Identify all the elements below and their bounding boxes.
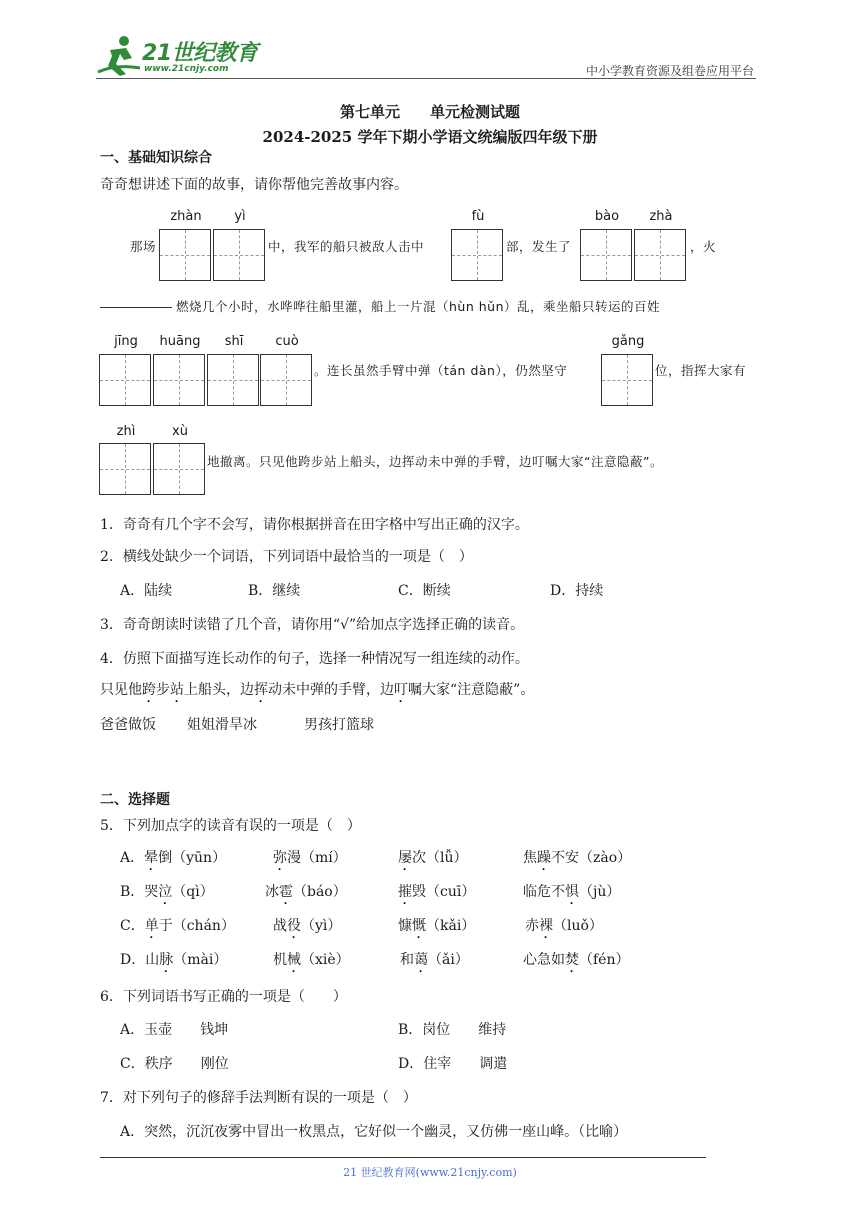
story-text: 那场 [130,239,157,254]
writing-box[interactable] [580,229,632,281]
option-b[interactable]: B．继续 [248,583,301,599]
blank-line[interactable] [100,296,172,312]
story-text: ，火 [690,239,717,254]
scenario-option[interactable]: 男孩打篮球 [304,717,374,733]
q5-word: 心急如焚（fén） [523,952,630,968]
page-title: 第七单元 单元检测试题 [339,103,520,121]
story-text: 燃烧几个小时，水哗哗往船里灌，船上一片混（hùn hǔn）乱，乘坐船只转运的百姓 [176,299,661,314]
q5-word: 赤裸（luǒ） [525,918,603,934]
option-c[interactable]: C．断续 [398,583,451,599]
story-text: 。连长虽然手臂中弹（tán dàn），仍然坚守 [314,363,568,378]
writing-box[interactable] [99,443,151,495]
q5-word: 焦躁不安（zào） [523,850,632,866]
writing-box[interactable] [207,354,259,406]
question-5: 5．下列加点字的读音有误的一项是（ ） [100,818,361,834]
writing-box[interactable] [260,354,312,406]
q5-word: 冰雹（báo） [265,884,347,900]
runner-logo-icon [96,34,142,76]
example-sentence: 只见他跨步站上船头，边挥动未中弹的手臂，边叮嘱大家“注意隐蔽”。 [100,682,535,698]
footer-divider [100,1157,706,1158]
question-4: 4．仿照下面描写连长动作的句子，选择一种情况写一组连续的动作。 [100,651,529,667]
page-subtitle: 2024-2025 学年下期小学语文统编版四年级下册 [262,128,598,146]
option-b[interactable]: B．岗位 维持 [398,1022,507,1038]
story-text: 中，我军的船只被敌人击中 [268,239,425,254]
header-divider [96,78,756,79]
logo [96,34,266,80]
q5-option-d[interactable]: D．山脉（mài） [120,952,228,968]
pinyin-label: bào [594,209,620,224]
question-6: 6．下列词语书写正确的一项是（ ） [100,989,347,1005]
story-text: 地撤离。只见他跨步站上船头，边挥动未中弹的手臂，边叮嘱大家“注意隐蔽”。 [207,454,663,469]
q5-option-a[interactable]: A．晕倒（yūn） [120,850,227,866]
option-d[interactable]: D．持续 [550,583,604,599]
q5-word: 慷慨（kǎi） [398,918,476,934]
pinyin-label: cuò [275,334,299,349]
story-text: 部，发生了 [506,239,572,254]
pinyin-label: huāng [159,334,201,349]
q5-word: 屡次（lǚ） [398,850,468,866]
logo-text: 21世纪教育 [142,41,258,66]
pinyin-label: shī [224,334,244,349]
q5-word: 临危不惧（jù） [523,884,621,900]
q5-option-b[interactable]: B．哭泣（qì） [120,884,214,900]
option-a[interactable]: A．突然，沉沉夜雾中冒出一枚黑点，它好似一个幽灵，又仿佛一座山峰。（比喻） [120,1124,628,1140]
pinyin-label: fù [471,209,485,224]
question-1: 1．奇奇有几个字不会写，请你根据拼音在田字格中写出正确的汉字。 [100,517,529,533]
footer-text: 21 世纪教育网(www.21cnjy.com) [343,1166,517,1179]
writing-box[interactable] [601,354,653,406]
pinyin-label: zhì [116,424,136,439]
writing-box[interactable] [153,443,205,495]
option-d[interactable]: D．住宰 调遣 [398,1056,508,1072]
pinyin-label: gǎng [611,334,645,349]
q5-word: 弥漫（mí） [273,850,347,866]
question-7: 7．对下列句子的修辞手法判断有误的一项是（ ） [100,1090,417,1106]
option-c[interactable]: C．秩序 刚位 [120,1056,229,1072]
scenario-option[interactable]: 爸爸做饭 [100,717,156,733]
scenario-option[interactable]: 姐姐滑旱冰 [187,717,257,733]
pinyin-label: xù [172,424,188,439]
intro-text: 奇奇想讲述下面的故事，请你帮他完善故事内容。 [100,177,408,193]
option-a[interactable]: A．玉壶 钱坤 [120,1022,229,1038]
writing-box[interactable] [634,229,686,281]
writing-box[interactable] [159,229,211,281]
pinyin-label: yì [234,209,246,224]
section-heading: 二、选择题 [100,792,170,808]
platform-name: 中小学教育资源及组卷应用平台 [585,64,754,78]
pinyin-label: jīng [114,334,138,349]
logo-url: www.21cnjy.com [144,64,229,74]
section-heading: 一、基础知识综合 [100,150,212,166]
writing-box[interactable] [451,229,503,281]
pinyin-label: zhà [649,209,673,224]
q5-option-c[interactable]: C．单于（chán） [120,918,235,934]
writing-box[interactable] [153,354,205,406]
q5-word: 和蔼（ǎi） [400,952,469,968]
question-3: 3．奇奇朗读时读错了几个音，请你用“√”给加点字选择正确的读音。 [100,617,525,633]
question-2: 2．横线处缺少一个词语，下列词语中最恰当的一项是（ ） [100,549,473,565]
q5-word: 机械（xiè） [273,952,350,968]
writing-box[interactable] [213,229,265,281]
pinyin-label: zhàn [170,209,202,224]
story-text: 位，指挥大家有 [655,363,747,378]
q5-word: 摧毁（cuī） [398,884,476,900]
writing-box[interactable] [99,354,151,406]
q5-word: 战役（yì） [273,918,342,934]
option-a[interactable]: A．陆续 [120,583,173,599]
